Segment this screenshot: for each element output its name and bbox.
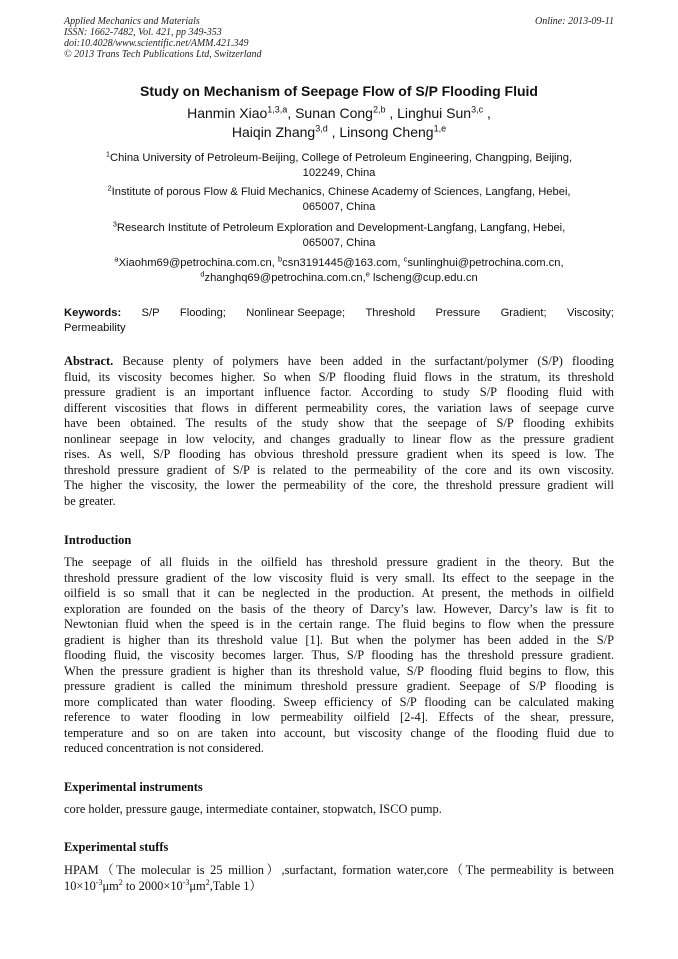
keyword: Nonlinear Seepage; (246, 307, 346, 319)
keyword: Pressure (435, 307, 481, 319)
intro-line: exploration are founded on the basis of the theory of Darcy’s law. However, Darcy’s law is fit to (64, 601, 614, 616)
email-e: lscheng@cup.edu.cn (373, 272, 478, 284)
keyword: Permeability (64, 322, 126, 334)
issn-line: ISSN: 1662-7482, Vol. 421, pp 349-353 (64, 27, 222, 38)
intro-line: threshold pressure gradient of the low viscosity fluid is very small. Its effect to the seepage in the (64, 570, 614, 585)
abstract-line: threshold pressure gradient of S/P is related to the permeability of the core and its own viscosity. (64, 462, 614, 477)
intro-line: reduced concentration is not considered. (64, 741, 264, 755)
intro-line: flooding fluid, the viscosity becomes larger. Thus, S/P flooding has the threshold pressure gradient. (64, 648, 614, 662)
introduction-heading: Introduction (64, 533, 132, 547)
intro-line: reference to water flooding in low permeability oilfield [2-4]. Effects of the shear, pressure, (64, 710, 614, 724)
journal-header (64, 16, 614, 60)
intro-line: temperature and so on are taken into account, but viscosity change of the flooding fluid due to (64, 725, 614, 740)
author-sup: 1,3,a (267, 104, 288, 115)
author-name: Haiqin Zhang (231, 124, 316, 140)
abstract-line: fluid, its viscosity becomes higher. So when S/P flooding fluid flows in the stratum, its threshold (64, 369, 614, 384)
author-name: Linsong Cheng (339, 124, 434, 140)
aff-line: 102249, China (302, 167, 376, 179)
author-list (64, 104, 614, 142)
aff-line: 065007, China (302, 237, 376, 249)
author-line-2: Haiqin Zhang$^{3,d}$ , Linsong Cheng$^{1,e}$ (231, 123, 447, 140)
intro-line: The seepage of all fluids in the oilfield has threshold pressure gradient in the theory. But the (64, 555, 614, 569)
author-line-1: Hanmin Xiao$^{1,3,a}$, Sunan Cong$^{2,b}$ , Linghui Sun$^{3,c}$ , (187, 104, 491, 121)
author-name: Linghui Sun (397, 105, 472, 121)
copyright-line: © 2013 Trans Tech Publications Ltd, Switzerland (64, 49, 262, 60)
aff-sup: 2 (107, 183, 112, 193)
aff-line: China University of Petroleum-Beijing, College of Petroleum Engineering, Changping, Beijing, (110, 152, 573, 164)
instruments-body (64, 802, 614, 818)
affiliation-2 (64, 185, 614, 215)
abstract-line: have been obtained. The results of the study show that the seepage of S/P flooding exhibits (64, 416, 614, 430)
author-name: Sunan Cong (295, 105, 373, 121)
journal-name: Applied Mechanics and Materials (64, 16, 200, 27)
email-c: sunlinghui@petrochina.com.cn, (407, 257, 564, 269)
doi-line: doi:10.4028/www.scientific.net/AMM.421.349 (64, 38, 249, 49)
keyword: Viscosity; (566, 307, 614, 319)
intro-line: oilfield is so small that it can be neglected in the production. At present, the methods in oilfield (64, 586, 614, 600)
aff-line: Research Institute of Petroleum Exploration and Development-Langfang, Langfang, Hebei, (116, 222, 566, 234)
stuffs-line: $10\times 10^{-3}\mu m^2$ to $2000\times 10^{-3}\mu m^2,Table$ 1） (64, 877, 262, 893)
affiliation-3 (64, 221, 614, 251)
affiliation-1 (64, 151, 614, 181)
email-b: csn3191445@163.com, (282, 257, 401, 269)
keyword: Threshold (365, 307, 416, 319)
author-sup: 1,e (433, 123, 447, 134)
email-a: Xiaohm69@petrochina.com.cn, (118, 257, 275, 269)
keywords-label: Keywords: (64, 307, 122, 319)
aff-sup: 3 (112, 219, 117, 229)
intro-line: Newtonian fluid when the speed is in the certain range. The fluid begins to flow when the pressure (64, 617, 614, 631)
abstract-line: The higher the viscosity, the lower the permeability of the core, the threshold pressure gradient will (64, 478, 614, 492)
abstract-line: pressure gradient is an important influence factor. According to study S/P flooding fluid with (64, 385, 614, 399)
keywords (64, 306, 614, 336)
abstract-label: Abstract. (64, 354, 114, 368)
intro-line: more complicated than water flooding. Sweep efficiency of S/P flooding can be calculated making (64, 694, 614, 709)
introduction-body (64, 555, 614, 757)
online-date: Online: 2013-09-11 (535, 16, 614, 27)
instruments-line: core holder, pressure gauge, intermediate container, stopwatch, ISCO pump. (64, 802, 442, 816)
author-sup: 3,d (315, 123, 328, 134)
aff-sup: 1 (105, 149, 111, 159)
abstract-line: rises. As well, S/P flooding has obvious threshold pressure gradient when its speed is low. The (64, 447, 614, 461)
aff-line: Institute of porous Flow & Fluid Mechanics, Chinese Academy of Sciences, Langfang, Hebei, (111, 186, 571, 198)
aff-line: 065007, China (302, 201, 376, 213)
author-sup: 2,b (372, 104, 386, 115)
stuffs-body (64, 863, 614, 894)
intro-line: gradient is higher than its threshold value [1]. But when the polymer has been added in the S/P (64, 632, 614, 647)
author-sup: 3,c (471, 104, 484, 115)
abstract-line: nonlinear seepage in low velocity, and changes gradually to linear flow as the pressure gradient (64, 431, 614, 446)
intro-line: pressure gradient is called the minimum threshold pressure gradient. Seepage of S/P flooding is (64, 679, 614, 693)
instruments-heading: Experimental instruments (64, 780, 203, 794)
intro-line: When the pressure gradient is higher than its threshold value, S/P flooding fluid begins to flow, this (64, 663, 614, 678)
paper-title: Study on Mechanism of Seepage Flow of S/P Flooding Fluid (140, 83, 538, 99)
keyword: Flooding; (179, 307, 226, 319)
author-name: Hanmin Xiao (187, 105, 268, 121)
keyword: Gradient; (500, 307, 547, 319)
abstract (64, 354, 614, 509)
abstract-line: be greater. (64, 493, 116, 508)
email-block: $^a$Xiaohm69@petrochina.com.cn, $^b$csn3191445@163.com, $^c$sunlinghui@petrochina.com.cn, $^d$zhanghq69@petrochina.com.cn,$^e$ lscheng@cup.edu.cn (114, 254, 564, 284)
keyword: S/P (141, 307, 160, 319)
stuffs-heading: Experimental stuffs (64, 840, 169, 854)
abstract-line: Because plenty of polymers have been added in the surfactant/polymer (S/P) flooding (122, 354, 614, 368)
email-d: zhanghq69@petrochina.com.cn, (204, 272, 366, 284)
abstract-line: different viscosities that flows in different permeability cores, the variation laws of seepage curve (64, 400, 614, 415)
stuffs-line: HPAM（The molecular is 25 million）,surfactant, formation water,core（The permeability is between (64, 863, 614, 877)
